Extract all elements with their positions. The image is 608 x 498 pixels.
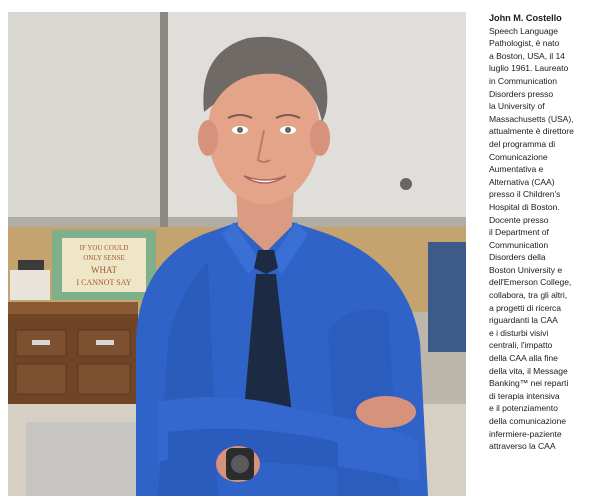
caption-line: attraverso la CAA [489,441,556,452]
caption-line: luglio 1961. Laureato [489,63,569,74]
caption-line: Disorders presso [489,88,554,99]
caption-line: dell'Emerson College, [489,277,572,288]
caption-line: presso il Children's [489,189,561,200]
portrait-illustration [8,12,466,496]
cabinet-lock [400,178,412,190]
cabinet-left [8,12,160,227]
caption-line: in Communication [489,75,557,86]
caption-line: attualmente è direttore [489,126,574,137]
caption-line: della vita, il Message [489,365,568,376]
caption-line: centrali, l'impatto [489,340,553,351]
caption-line: Communication [489,239,549,250]
sign-line-4: I CANNOT SAY [76,278,132,287]
caption-line: il Department of [489,227,549,238]
portrait-photo [8,12,466,496]
caption-line: Pathologist, è nato [489,38,560,49]
caption-line: riguardanti la CAA [489,315,558,326]
caption-line: e il potenziamento [489,403,558,414]
caption-line: Banking™ nei reparti [489,378,569,389]
caption-line: Massachusetts (USA), [489,113,574,124]
caption-line: Hospital di Boston. [489,201,560,212]
person-name: John M. Costello [489,13,562,23]
caption-line: a progetti di ricerca [489,302,562,313]
caption-line: collabora, tra gli altri, [489,290,568,301]
caption-line: e i disturbi visivi [489,327,549,338]
caption-line: Boston University e [489,264,563,275]
caption-text [489,12,605,453]
caption-line: Comunicazione [489,151,548,162]
hand-right [356,396,416,428]
caption-line: a Boston, USA, il 14 [489,50,565,61]
framed-sign [52,230,156,300]
sign-line-3: WHAT [91,265,117,275]
sign-line-2: ONLY SENSE [83,254,125,262]
caption-line: del programma di [489,138,556,149]
caption-line: Disorders della [489,252,546,263]
sign-line-1: IF YOU COULD [79,244,129,252]
caption-line: infermiere-paziente [489,428,562,439]
caption-line: Speech Language [489,25,559,36]
caption-line: di terapia intensiva [489,390,560,401]
caption-line: la University of [489,101,545,112]
caption-line: Aumentativa e [489,164,544,175]
caption-line: Alternativa (CAA) [489,176,555,187]
caption-line: della comunicazione [489,416,566,426]
caption-line: della CAA alla fine [489,353,558,364]
caption-line: Docente presso [489,214,549,225]
